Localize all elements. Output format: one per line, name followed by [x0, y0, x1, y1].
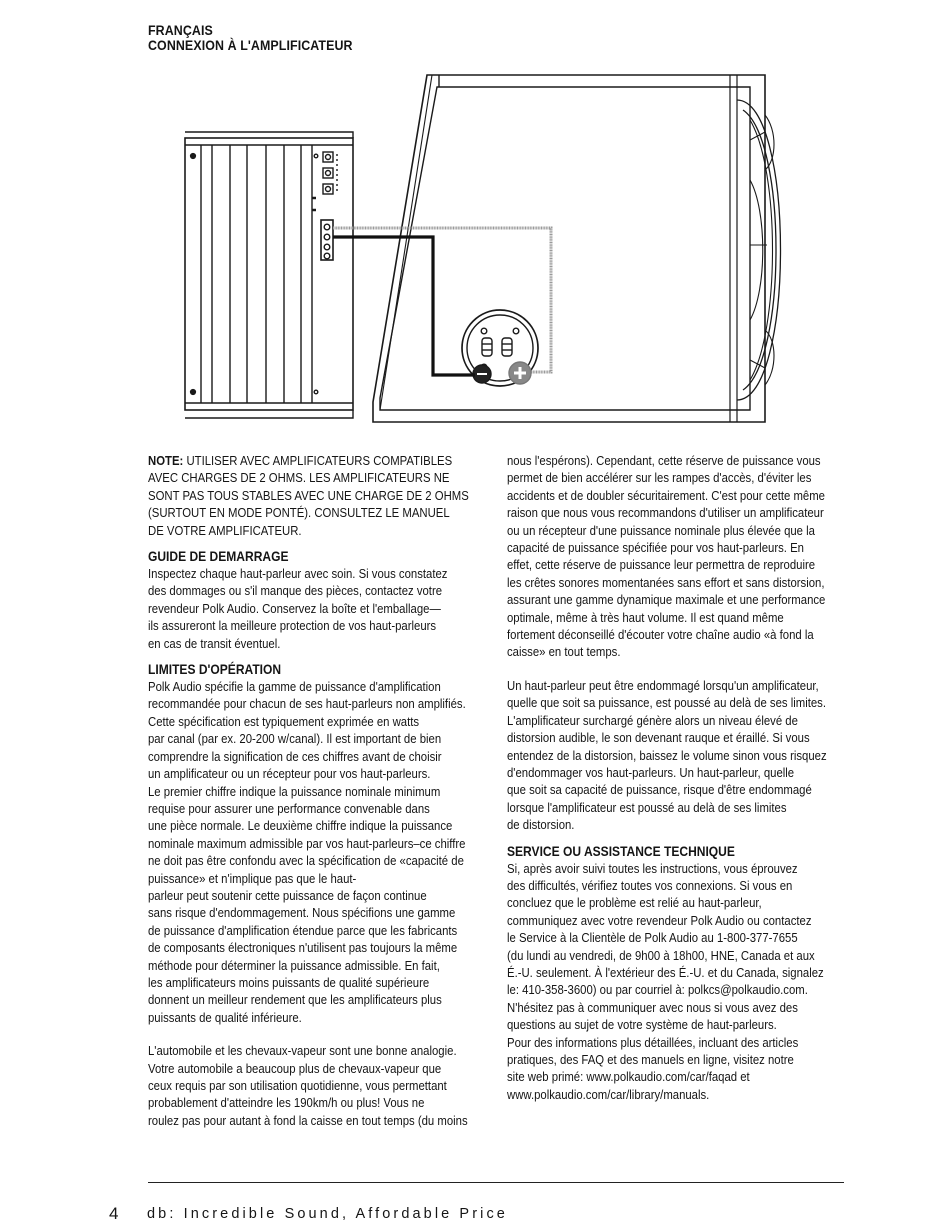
text-line: accidents et de doubler sécuritairement. C'est pour cette même	[507, 487, 825, 503]
damage-paragraph	[507, 677, 838, 834]
footer-divider	[148, 1182, 844, 1183]
note-line: (SURTOUT EN MODE PONTÉ). CONSULTEZ LE MANUEL	[148, 505, 450, 521]
text-line: permet de bien accélérer sur les rampes d'accès, d'éviter les	[507, 470, 812, 486]
text-line: revendeur Polk Audio. Conservez la boîte et l'emballage—	[148, 600, 441, 616]
speaker-wires	[333, 228, 551, 384]
text-line: N'hésitez pas à communiquer avec nous si vous avez des	[507, 999, 798, 1015]
note-line: SONT PAS TOUS STABLES AVEC UNE CHARGE DE 2 OHMS	[148, 487, 469, 503]
language-title: FRANÇAIS	[148, 23, 213, 38]
text-line: nous l'espérons). Cependant, cette réserve de puissance vous	[507, 453, 821, 468]
text-line: Le premier chiffre indique la puissance nominale minimum	[148, 783, 441, 799]
service-paragraph	[507, 860, 838, 1104]
text-line: (du lundi au vendredi, de 9h00 à 18h00, HNE, Canada et aux	[507, 947, 815, 963]
text-line: parleur peut soutenir cette puissance de façon continue	[148, 887, 427, 903]
text-line: méthode pour déterminer la puissance admissible. En fait,	[148, 957, 440, 973]
text-line: donnent un meilleur rendement que les amplificateurs plus	[148, 992, 442, 1008]
text-line: de composants électroniques n'utilisent pas toujours la même	[148, 940, 458, 956]
text-line: un amplificateur ou un récepteur pour vos haut-parleurs.	[148, 766, 431, 782]
text-line: que soit sa capacité de puissance, risque d'être endommagé	[507, 782, 812, 798]
text-line: ou un récepteur d'une puissance nominale plus élevée que la	[507, 522, 815, 538]
text-line: fortement déconseillé d'écouter votre chaîne audio «à fond la	[507, 627, 814, 643]
text-line: recommandée pour chacun de ses haut-parleurs non amplifiés.	[148, 696, 466, 712]
text-line: caisse» en tout temps.	[507, 644, 621, 660]
text-line: une pièce normale. Le deuxième chiffre indique la puissance	[148, 818, 453, 834]
note-line: AVEC CHARGES DE 2 OHMS. LES AMPLIFICATEURS NE	[148, 470, 450, 486]
text-line: les amplificateurs moins puissants de qualité supérieure	[148, 974, 430, 990]
text-line: questions au sujet de votre système de haut-parleurs.	[507, 1017, 777, 1033]
text-line: L'amplificateur surchargé génère alors un niveau élevé de	[507, 712, 798, 728]
text-line: distorsion audible, le son devenant rauque et éraillé. Si vous	[507, 730, 810, 746]
guide-heading: GUIDE DE DEMARRAGE	[148, 548, 289, 565]
text-line: en cas de transit éventuel.	[148, 635, 281, 651]
section-title: CONNEXION À L'AMPLIFICATEUR	[148, 38, 353, 53]
text-line: ceux requis par son utilisation quotidienne, vous permettant	[148, 1078, 447, 1093]
text-line: roulez pas pour autant à fond la caisse en tout temps (du moins	[148, 1112, 468, 1128]
text-line: des difficultés, vérifiez toutes vos connexions. Si vous en	[507, 877, 793, 893]
text-line: É.-U. seulement. À l'extérieur des É.-U. et du Canada, signalez	[507, 964, 824, 980]
text-line: puissance» et n'implique pas que le haut-	[148, 870, 357, 886]
text-line: de puissance d'amplification étendue parce que les fabricants	[148, 922, 458, 938]
text-line: ne doit pas être confondu avec la spécification de «capacité de	[148, 853, 464, 869]
automobile-paragraph	[148, 1042, 479, 1129]
text-line: lorsque l'amplificateur est poussé au delà de ses limites	[507, 799, 787, 815]
text-line: probablement d'atteindre les 190km/h ou plus! Vous ne	[148, 1095, 425, 1111]
amplifier-connection-diagram	[175, 70, 785, 435]
page-header	[148, 23, 353, 53]
text-line: raison que nous vous recommandons d'utiliser un amplificateur	[507, 505, 824, 521]
guide-paragraph	[148, 565, 479, 652]
text-line: Cette spécification est typiquement exprimée en watts	[148, 713, 420, 729]
text-line: d'endommager vos haut-parleurs. Un haut-parleur, quelle	[507, 764, 795, 780]
text-line: optimale, même à très haut volume. Il est quand même	[507, 609, 784, 625]
text-line: comprendre la signification de ces chiffres avant de choisir	[148, 748, 442, 764]
text-line: entendez de la distorsion, baissez le volume sinon vous risquez	[507, 747, 827, 763]
text-line: effet, cette réserve de puissance leur permettra de reproduire	[507, 557, 816, 573]
limits-paragraph	[148, 678, 479, 1026]
text-line: pratiques, des FAQ et des manuels en ligne, visitez notre	[507, 1052, 794, 1067]
service-heading: SERVICE OU ASSISTANCE TECHNIQUE	[507, 842, 735, 859]
text-line: nominale maximum admissible par vos haut-parleurs–ce chiffre	[148, 835, 466, 851]
text-line: site web primé: www.polkaudio.com/car/faqad et	[507, 1069, 750, 1085]
note-paragraph	[148, 452, 479, 539]
text-line: Pour des informations plus détaillées, incluant des articles	[507, 1034, 799, 1050]
text-line: communiquez avec votre revendeur Polk Audio ou contactez	[507, 912, 812, 928]
text-line: L'automobile et les chevaux-vapeur sont une bonne analogie.	[148, 1043, 457, 1059]
right-column	[507, 452, 838, 1103]
text-line: capacité de puissance spécifiée pour vos haut-parleurs. En	[507, 540, 804, 556]
footer-tagline: db: Incredible Sound, Affordable Price	[147, 1206, 508, 1222]
text-line: des dommages ou s'il manque des pièces, contactez votre	[148, 583, 443, 599]
page-number: 4	[109, 1204, 119, 1223]
note-line: UTILISER AVEC AMPLIFICATEURS COMPATIBLES	[186, 453, 453, 468]
text-line: ils assureront la meilleure protection de vos haut-parleurs	[148, 618, 437, 634]
note-line: DE VOTRE AMPLIFICATEUR.	[148, 522, 302, 538]
text-line: les crêtes sonores momentanées sans effort et sans distorsion,	[507, 574, 825, 590]
text-line: requise pour assurer une performance convenable dans	[148, 800, 430, 816]
text-line: assurant une gamme dynamique maximale et une performance	[507, 592, 826, 608]
text-line: quelle que soit sa puissance, est poussé au delà de ses limites.	[507, 695, 827, 711]
text-line: de distorsion.	[507, 817, 575, 833]
text-line: le: 410-358-3600) ou par courriel à: polkcs@polkaudio.com.	[507, 982, 808, 998]
limits-heading: LIMITES D'OPÉRATION	[148, 661, 282, 678]
text-line: Inspectez chaque haut-parleur avec soin. Si vous constatez	[148, 566, 448, 582]
text-line: puissants de qualité inférieure.	[148, 1009, 302, 1025]
text-line: Votre automobile a beaucoup plus de chevaux-vapeur que	[148, 1060, 442, 1076]
continuation-paragraph	[507, 452, 838, 661]
text-line: www.polkaudio.com/car/library/manuals.	[507, 1086, 710, 1102]
left-column	[148, 452, 479, 1129]
text-line: Si, après avoir suivi toutes les instructions, vous éprouvez	[507, 860, 798, 876]
text-line: Un haut-parleur peut être endommagé lorsqu'un amplificateur,	[507, 677, 819, 693]
text-line: concluez que le problème est relié au haut-parleur,	[507, 895, 762, 911]
text-line: sans risque d'endommagement. Nous spécifions une gamme	[148, 905, 456, 921]
amplifier-illustration	[185, 132, 353, 418]
text-line: le Service à la Clientèle de Polk Audio au 1-800-377-7655	[507, 930, 798, 946]
note-label: NOTE:	[148, 453, 184, 468]
text-line: par canal (par ex. 20-200 w/canal). Il est important de bien	[148, 731, 442, 747]
text-line: Polk Audio spécifie la gamme de puissance d'amplification	[148, 679, 441, 695]
